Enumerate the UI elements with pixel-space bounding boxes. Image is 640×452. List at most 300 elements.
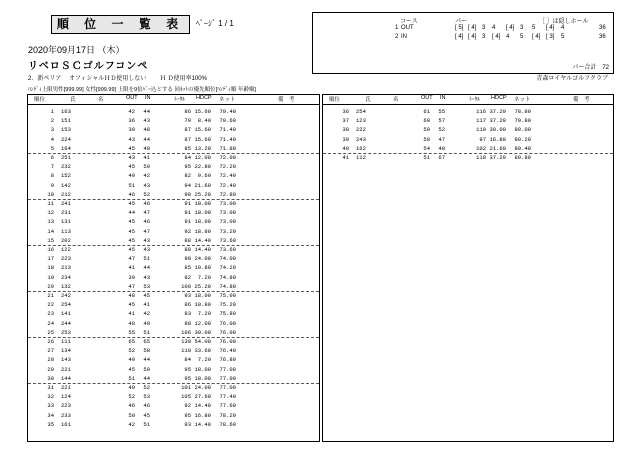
hdcp-cell: 7.20 <box>197 356 211 364</box>
hdcp-cell: 18.00 <box>194 374 211 382</box>
hole-par: 3 <box>520 25 524 31</box>
column-header-rank: 順位 <box>34 97 46 103</box>
total-cell: 86 <box>184 301 191 309</box>
name-cell: 152 <box>61 172 71 180</box>
table-row <box>323 108 613 116</box>
name-cell: 153 <box>61 126 71 134</box>
rank-cell: 18 <box>47 264 54 272</box>
name-cell: 241 <box>61 200 71 207</box>
in-cell: 40 <box>143 144 150 152</box>
table-row <box>28 228 319 236</box>
hdcp-cell: 13.20 <box>194 144 211 152</box>
out-cell: 51 <box>128 181 135 189</box>
column-header-hdcp: HDCP <box>491 95 507 101</box>
column-header-net: ネット <box>219 97 236 103</box>
in-cell: 41 <box>143 301 150 309</box>
net-cell: 77.60 <box>219 402 236 410</box>
name-cell: 144 <box>61 374 71 382</box>
rank-cell: 1 <box>50 108 54 115</box>
out-cell: 39 <box>128 126 135 134</box>
net-cell: 70.60 <box>219 117 236 125</box>
out-cell: 43 <box>128 154 135 161</box>
name-cell: 254 <box>356 108 366 115</box>
column-header-rank: 順位 <box>329 97 341 103</box>
out-cell: 47 <box>128 255 135 263</box>
hole-par: 5 <box>561 34 565 40</box>
name-cell: 232 <box>61 163 71 171</box>
course-label: コース <box>400 19 418 25</box>
hdcp-cell: 24.00 <box>194 384 211 391</box>
hole-par: [ 4] <box>492 34 501 40</box>
rank-cell: 36 <box>342 108 349 115</box>
rank-cell: 10 <box>47 190 54 198</box>
rank-cell: 6 <box>50 154 54 161</box>
table-row <box>28 402 319 410</box>
rank-cell: 33 <box>47 402 54 410</box>
hole-par: 3 <box>482 25 486 31</box>
in-cell: 48 <box>438 144 445 152</box>
hdcp-cell: 15.60 <box>194 135 211 143</box>
hdcp-cell: 30.00 <box>489 126 506 134</box>
hdcp-cell: 21.60 <box>489 144 506 152</box>
net-cell: 76.80 <box>219 356 236 364</box>
total-cell: 86 <box>184 108 191 115</box>
in-cell: 47 <box>143 209 150 217</box>
in-cell: 41 <box>143 154 150 161</box>
name-cell: 134 <box>61 347 71 355</box>
out-cell: 45 <box>128 301 135 309</box>
in-cell: 44 <box>143 264 150 272</box>
hdcp-cell: 12.00 <box>194 319 211 327</box>
name-cell: 213 <box>61 264 71 272</box>
in-cell: 43 <box>143 246 150 253</box>
out-cell: 40 <box>128 356 135 364</box>
in-cell: 47 <box>143 227 150 235</box>
table-row <box>323 154 613 162</box>
out-cell: 45 <box>128 163 135 171</box>
club-name: 青森ロイヤルゴルフクラブ <box>536 76 608 82</box>
hole-par: [ 3] <box>546 34 555 40</box>
name-cell: 212 <box>61 190 71 198</box>
total-cell: 116 <box>476 108 486 115</box>
rank-cell: 15 <box>47 236 54 244</box>
scoring-conditions: 2．新ペリア オフィシャルＨＤ使用しない Ｈ Ｄ使用率100% <box>28 76 207 82</box>
total-cell: 83 <box>184 310 191 318</box>
column-header-in: IN <box>440 95 446 101</box>
rank-cell: 27 <box>47 347 54 355</box>
hole-par: [ 4] <box>506 25 515 31</box>
total-cell: 105 <box>181 393 191 401</box>
course-row <box>313 25 613 34</box>
table-row <box>28 136 319 144</box>
name-cell: 151 <box>61 117 71 125</box>
rank-cell: 22 <box>47 301 54 309</box>
total-cell: 85 <box>184 264 191 272</box>
net-cell: 72.40 <box>219 172 236 180</box>
page-title: 順 位 一 覧 表 <box>51 15 190 34</box>
handicap-note: ﾊﾝﾃﾞｨ上限男性[999.99] 女性[999.99] 上限を9倍ﾊﾞｰ込とする 同ﾈｯﾄの優先順位[ﾊﾝﾃﾞｨ順 年齢順] <box>28 87 256 93</box>
in-cell: 53 <box>143 393 150 401</box>
total-cell: 95 <box>184 374 191 382</box>
table-row <box>28 200 319 208</box>
net-cell: 77.00 <box>219 374 236 382</box>
rank-cell: 31 <box>47 384 54 391</box>
in-cell: 67 <box>438 154 445 161</box>
total-cell: 88 <box>184 246 191 253</box>
total-cell: 91 <box>184 200 191 207</box>
name-cell: 251 <box>61 154 71 161</box>
name-cell: 162 <box>356 144 366 152</box>
hdcp-cell: 12.00 <box>194 154 211 161</box>
hdcp-cell: 37.20 <box>489 154 506 161</box>
table-row <box>28 412 319 420</box>
rank-cell: 25 <box>47 328 54 336</box>
in-cell: 42 <box>143 310 150 318</box>
name-cell: 244 <box>61 319 71 327</box>
net-cell: 80.80 <box>514 154 531 161</box>
net-cell: 73.00 <box>219 218 236 226</box>
rank-cell: 19 <box>47 273 54 281</box>
in-cell: 46 <box>143 200 150 207</box>
rank-cell: 26 <box>47 338 54 345</box>
net-cell: 72.80 <box>219 190 236 198</box>
hidden-hole-label: ［ ］は隠しホール <box>539 19 589 25</box>
total-cell: 87 <box>184 126 191 134</box>
table-row <box>28 145 319 153</box>
in-cell: 45 <box>143 411 150 419</box>
total-cell: 79 <box>184 117 191 125</box>
column-header-name1: 氏 <box>365 97 371 103</box>
hole-par: [ 4] <box>468 34 477 40</box>
hole-par: [ 5] <box>455 25 464 31</box>
hole-par: 3 <box>482 34 486 40</box>
net-cell: 77.40 <box>219 393 236 401</box>
hdcp-cell: 7.20 <box>197 273 211 281</box>
hdcp-cell: 14.40 <box>194 246 211 253</box>
out-cell: 44 <box>128 209 135 217</box>
total-cell: 85 <box>184 144 191 152</box>
table-row <box>323 136 613 144</box>
net-cell: 75.80 <box>219 310 236 318</box>
in-cell: 46 <box>143 218 150 226</box>
net-cell: 77.00 <box>219 365 236 373</box>
competition-name: リベロＳＣゴルフコンペ <box>28 61 149 72</box>
table-row <box>28 117 319 125</box>
hdcp-cell: 14.40 <box>194 402 211 410</box>
rank-cell: 5 <box>50 144 54 152</box>
rank-cell: 24 <box>47 319 54 327</box>
name-cell: 112 <box>356 154 366 161</box>
out-cell: 48 <box>128 292 135 299</box>
name-cell: 113 <box>61 227 71 235</box>
net-cell: 80.20 <box>514 135 531 143</box>
total-cell: 100 <box>181 282 191 290</box>
name-cell: 243 <box>356 135 366 143</box>
net-cell: 73.00 <box>219 209 236 217</box>
table-row <box>28 126 319 134</box>
rank-cell: 3 <box>50 126 54 134</box>
table-row <box>28 375 319 383</box>
in-cell: 58 <box>143 347 150 355</box>
rank-cell: 29 <box>47 365 54 373</box>
total-cell: 101 <box>181 384 191 391</box>
name-cell: 233 <box>61 411 71 419</box>
net-cell: 76.40 <box>219 347 236 355</box>
rank-cell: 17 <box>47 255 54 263</box>
course-no: 2 <box>395 34 399 40</box>
par-label: パー <box>455 19 468 25</box>
rank-cell: 40 <box>342 144 349 152</box>
name-cell: 221 <box>61 384 71 391</box>
rank-cell: 16 <box>47 246 54 253</box>
hdcp-cell: 10.80 <box>194 301 211 309</box>
total-cell: 94 <box>184 181 191 189</box>
in-cell: 42 <box>143 172 150 180</box>
hdcp-cell: 24.00 <box>194 255 211 263</box>
rank-cell: 11 <box>47 200 54 207</box>
name-cell: 224 <box>61 135 71 143</box>
table-row <box>28 191 319 199</box>
net-cell: 75.00 <box>219 292 236 299</box>
in-cell: 50 <box>143 365 150 373</box>
hdcp-cell: 18.00 <box>194 218 211 226</box>
hdcp-cell: 30.00 <box>194 328 211 336</box>
table-row <box>28 366 319 374</box>
name-cell: 122 <box>61 246 71 253</box>
net-cell: 72.40 <box>219 181 236 189</box>
hdcp-cell: 16.80 <box>489 135 506 143</box>
table-row <box>28 283 319 291</box>
table-row <box>28 154 319 162</box>
table-row <box>28 255 319 263</box>
total-cell: 130 <box>181 338 191 345</box>
column-header-net: ネット <box>514 97 531 103</box>
in-cell: 40 <box>143 319 150 327</box>
column-header-remarks: 備 考 <box>278 97 295 103</box>
net-cell: 80.40 <box>514 144 531 152</box>
net-cell: 71.40 <box>219 135 236 143</box>
hole-par: [ 4] <box>468 25 477 31</box>
out-cell: 55 <box>128 328 135 336</box>
total-cell: 93 <box>184 292 191 299</box>
name-cell: 161 <box>61 420 71 428</box>
name-cell: 132 <box>61 282 71 290</box>
total-cell: 110 <box>476 126 486 134</box>
in-cell: 47 <box>438 135 445 143</box>
course-no: 1 <box>395 25 399 31</box>
net-cell: 74.80 <box>219 273 236 281</box>
name-cell: 222 <box>356 126 366 134</box>
net-cell: 74.80 <box>219 282 236 290</box>
out-cell: 45 <box>128 144 135 152</box>
course-total: 36 <box>599 25 606 31</box>
hdcp-cell: 18.80 <box>194 227 211 235</box>
rank-cell: 2 <box>50 117 54 125</box>
total-cell: 91 <box>184 209 191 217</box>
column-header-remarks: 備 考 <box>573 97 590 103</box>
hole-par: [ 4] <box>532 34 541 40</box>
total-cell: 88 <box>184 236 191 244</box>
out-cell: 46 <box>128 190 135 198</box>
hdcp-cell: 8.40 <box>197 117 211 125</box>
table-row <box>28 338 319 346</box>
net-cell: 78.20 <box>219 411 236 419</box>
net-cell: 73.20 <box>219 227 236 235</box>
hole-par: [ 4] <box>546 25 555 31</box>
column-header-out: OUT <box>421 95 433 101</box>
net-cell: 73.60 <box>219 236 236 244</box>
net-cell: 71.40 <box>219 126 236 134</box>
hdcp-cell: 27.60 <box>194 393 211 401</box>
out-cell: 45 <box>128 236 135 244</box>
out-cell: 47 <box>128 282 135 290</box>
column-header-gross: ﾄｰﾀﾙ <box>469 97 481 103</box>
rank-cell: 30 <box>47 374 54 382</box>
in-cell: 43 <box>143 236 150 244</box>
out-cell: 50 <box>423 126 430 134</box>
total-cell: 91 <box>184 218 191 226</box>
total-cell: 98 <box>184 255 191 263</box>
in-cell: 43 <box>143 117 150 125</box>
table-row <box>28 320 319 328</box>
name-cell: 253 <box>61 328 71 336</box>
table-row <box>28 356 319 364</box>
column-header-name2: 名 <box>98 97 104 103</box>
course-name: IN <box>401 34 407 40</box>
column-header-out: OUT <box>126 95 138 101</box>
rank-cell: 34 <box>47 411 54 419</box>
out-cell: 45 <box>128 200 135 207</box>
rank-cell: 28 <box>47 356 54 364</box>
total-cell: 117 <box>476 117 486 125</box>
total-cell: 87 <box>184 135 191 143</box>
hole-par: 4 <box>492 25 496 31</box>
net-cell: 77.00 <box>219 384 236 391</box>
table-row <box>323 145 613 153</box>
in-cell: 44 <box>143 374 150 382</box>
total-cell: 95 <box>184 365 191 373</box>
out-cell: 51 <box>423 154 430 161</box>
course-total: 36 <box>599 34 606 40</box>
name-cell: 123 <box>356 117 366 125</box>
net-cell: 79.80 <box>514 117 531 125</box>
hole-par: 4 <box>506 34 510 40</box>
out-cell: 48 <box>128 319 135 327</box>
in-cell: 44 <box>143 135 150 143</box>
total-cell: 84 <box>184 356 191 364</box>
out-cell: 36 <box>128 117 135 125</box>
table-row <box>28 172 319 180</box>
name-cell: 223 <box>61 402 71 410</box>
table-row <box>28 209 319 217</box>
table-row <box>28 347 319 355</box>
rank-cell: 35 <box>47 420 54 428</box>
total-cell: 95 <box>184 411 191 419</box>
rank-cell: 23 <box>47 310 54 318</box>
total-cell: 84 <box>184 154 191 161</box>
out-cell: 42 <box>128 108 135 115</box>
par-total: パー合計 72 <box>572 65 609 71</box>
net-cell: 74.20 <box>219 264 236 272</box>
rank-cell: 41 <box>342 154 349 161</box>
out-cell: 65 <box>128 338 135 345</box>
table-row <box>28 108 319 116</box>
hdcp-cell: 33.60 <box>194 347 211 355</box>
table-header <box>28 95 319 105</box>
out-cell: 52 <box>128 393 135 401</box>
name-cell: 124 <box>61 393 71 401</box>
out-cell: 40 <box>128 172 135 180</box>
table-row <box>28 292 319 300</box>
hole-par: 4 <box>561 25 565 31</box>
column-header-gross: ﾄｰﾀﾙ <box>174 97 186 103</box>
name-cell: 223 <box>61 255 71 263</box>
out-cell: 52 <box>128 347 135 355</box>
in-cell: 44 <box>143 108 150 115</box>
out-cell: 49 <box>128 384 135 391</box>
in-cell: 52 <box>143 384 150 391</box>
hdcp-cell: 18.00 <box>194 365 211 373</box>
in-cell: 45 <box>143 292 150 299</box>
column-header-name2: 名 <box>393 97 399 103</box>
out-cell: 54 <box>423 144 430 152</box>
course-row <box>313 34 613 43</box>
table-row <box>28 218 319 226</box>
hdcp-cell: 10.80 <box>194 264 211 272</box>
table-row <box>28 310 319 318</box>
out-cell: 51 <box>128 374 135 382</box>
in-cell: 43 <box>143 181 150 189</box>
net-cell: 72.20 <box>219 163 236 171</box>
name-cell: 202 <box>61 236 71 244</box>
total-cell: 106 <box>181 328 191 336</box>
column-header-in: IN <box>145 95 151 101</box>
table-row <box>28 163 319 171</box>
rank-cell: 4 <box>50 135 54 143</box>
net-cell: 76.00 <box>219 328 236 336</box>
name-cell: 221 <box>61 365 71 373</box>
hdcp-cell: 7.20 <box>197 310 211 318</box>
table-row <box>28 329 319 337</box>
out-cell: 41 <box>128 264 135 272</box>
net-cell: 78.60 <box>219 420 236 428</box>
hdcp-cell: 25.20 <box>194 282 211 290</box>
name-cell: 242 <box>61 292 71 299</box>
column-header-name1: 氏 <box>70 97 76 103</box>
out-cell: 46 <box>128 402 135 410</box>
name-cell: 163 <box>61 108 71 115</box>
rank-cell: 14 <box>47 227 54 235</box>
in-cell: 53 <box>143 282 150 290</box>
in-cell: 50 <box>143 163 150 171</box>
net-cell: 70.40 <box>219 108 236 115</box>
name-cell: 231 <box>61 209 71 217</box>
hdcp-cell: 21.60 <box>194 181 211 189</box>
table-row <box>28 301 319 309</box>
column-header-hdcp: HDCP <box>196 95 212 101</box>
hdcp-cell: 18.00 <box>194 292 211 299</box>
hdcp-cell: 18.00 <box>194 209 211 217</box>
hole-par: 5 <box>532 25 536 31</box>
name-cell: 141 <box>61 310 71 318</box>
net-cell: 76.00 <box>219 319 236 327</box>
in-cell: 51 <box>143 328 150 336</box>
rank-cell: 20 <box>47 282 54 290</box>
table-row <box>28 182 319 190</box>
in-cell: 51 <box>143 420 150 428</box>
total-cell: 92 <box>184 402 191 410</box>
hdcp-cell: 14.40 <box>194 420 211 428</box>
